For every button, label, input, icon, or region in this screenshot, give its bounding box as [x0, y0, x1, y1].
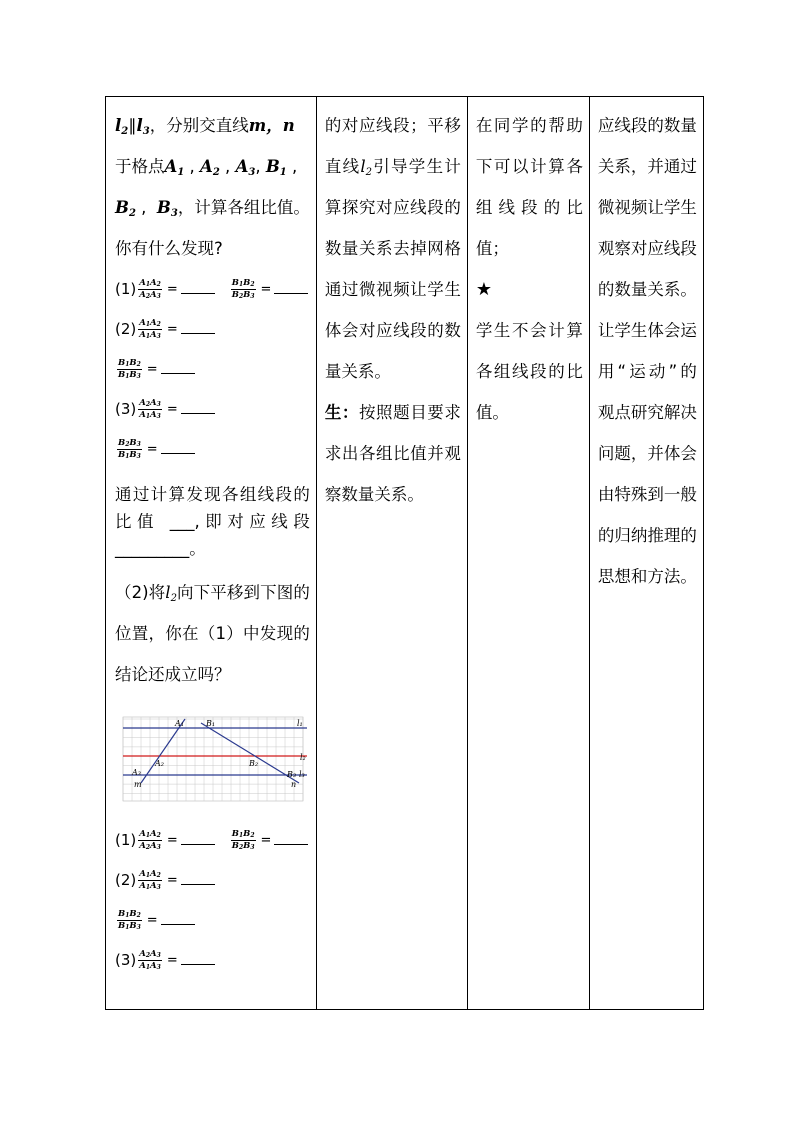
activity-content-cell: [106, 97, 317, 1010]
label-a2: A₂: [155, 759, 164, 768]
question-prompt: 你有什么发现?: [115, 239, 223, 258]
intro-line-2: 于格点$A_1$ , $A_2$ , $A_3$, $B_1$ ,: [115, 157, 298, 178]
grid-figure: [119, 713, 310, 818]
answer-blank[interactable]: [181, 883, 215, 885]
intro-line-1: $l_2\parallel l_3$，分别交直线m，n: [115, 116, 295, 137]
teacher-activity-cell: [316, 97, 467, 1010]
answer-blank[interactable]: [274, 843, 308, 845]
star-icon: ★: [475, 279, 492, 300]
teacher-activity: 的对应线段；平移直线$l_2$引导学生计算探究对应线段的数量关系去掉网格通过微视频让学生体会对应线段的数量关系。 生：按照题目要求求出各组比值并观察数量关系。: [324, 116, 461, 504]
conclusion-text: 通过计算发现各组线段的比值 ___,即对应线段 _________。: [115, 485, 310, 558]
ratio-row-5: (2) $\frac{A_1A_2}{A_1A_3}$ =: [115, 860, 310, 900]
part-2-question: （2)将$l_2$向下平移到下图的位置，你在（1）中发现的结论还成立吗？: [115, 583, 310, 684]
ratio-row-2: (2) $\frac{A_1A_2}{A_1A_3}$ =: [115, 309, 310, 349]
ratio-row-6: (3) $\frac{A_2A_3}{A_1A_3}$ =: [115, 940, 310, 980]
ratio-row-5b: $\frac{B_1B_2}{B_1B_3}$ =: [115, 900, 310, 940]
lesson-plan-table: [105, 96, 704, 1010]
answer-blank[interactable]: [181, 332, 215, 334]
answer-blank[interactable]: [181, 963, 215, 965]
answer-blank[interactable]: [181, 292, 215, 294]
activity-content: [106, 97, 316, 980]
answer-blank[interactable]: [161, 372, 195, 374]
ratio-row-3b: $\frac{B_2B_3}{B_1B_3}$ =: [115, 429, 310, 469]
design-intent-cell: [589, 97, 703, 1010]
student-outcome: [468, 97, 589, 433]
label-a3: A₃: [132, 768, 141, 777]
answer-blank[interactable]: [274, 292, 308, 294]
student-outcome-cell: [467, 97, 589, 1010]
intro-line-3: $B_2$ , $B_3$，计算各组比值。: [115, 198, 310, 219]
outcome-negative: 学生不会计算各组线段的比值。: [475, 321, 583, 422]
label-a1: A₁: [175, 719, 184, 728]
answer-blank[interactable]: [161, 923, 195, 925]
answer-blank[interactable]: [181, 412, 215, 414]
ratio-row-4: (1) $\frac{A_1A_2}{A_2A_3}$ = $\frac{B_1B_2}{B_2B_3}$ =: [115, 820, 310, 860]
label-m: m: [134, 780, 142, 789]
ratio-row-3: (3) $\frac{A_2A_3}{A_1A_3}$ =: [115, 389, 310, 429]
outcome-positive: 在同学的帮助下可以计算各组线段的比值；: [475, 116, 583, 258]
label-b1: B₁: [206, 719, 216, 728]
answer-blank[interactable]: [161, 452, 195, 454]
label-l3: l₃: [299, 770, 305, 779]
label-l2: l₂: [300, 753, 306, 762]
student-activity-text: 按照题目要求求出各组比值并观察数量关系。: [324, 403, 461, 504]
label-b2: B₂: [249, 759, 259, 768]
label-b3: B₃: [287, 770, 297, 779]
ratio-row-2b: $\frac{B_1B_2}{B_1B_3}$ =: [115, 349, 310, 389]
label-n: n: [291, 780, 297, 789]
ratio-row-1: (1) $\frac{A_1A_2}{A_2A_3}$ = $\frac{B_1B_2}{B_2B_3}$ =: [115, 269, 310, 309]
parallel-lines-grid-diagram: [119, 713, 307, 803]
student-label: 生：: [324, 403, 359, 422]
label-l1: l₁: [297, 719, 303, 728]
design-intent: 应线段的数量关系，并通过微视频让学生观察对应线段的数量关系。让学生体会运用“运动”的观点研究解决问题，并体会由特殊到一般的归纳推理的思想和方法。: [597, 116, 697, 586]
answer-blank[interactable]: [181, 843, 215, 845]
